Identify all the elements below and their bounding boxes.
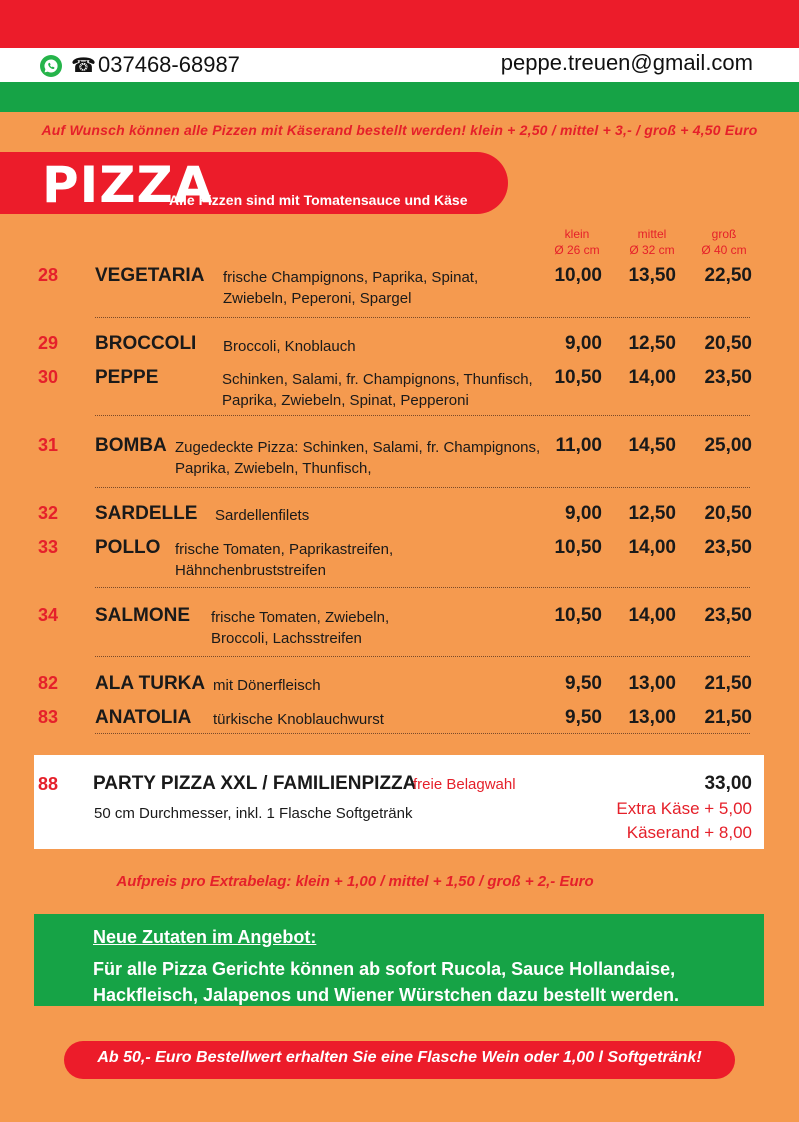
- whatsapp-icon: [40, 55, 62, 77]
- row-separator: [95, 317, 750, 318]
- header-red-band: [0, 0, 799, 48]
- size-diameter: Ø 26 cm: [554, 243, 600, 257]
- price-large: 23,50: [704, 367, 752, 388]
- item-name: SALMONE: [95, 605, 190, 626]
- price-medium: 12,50: [628, 333, 676, 354]
- price-large: 21,50: [704, 707, 752, 728]
- party-note: freie Belagwahl: [413, 776, 516, 793]
- header-green-band: [0, 82, 799, 112]
- party-price: 33,00: [704, 773, 752, 794]
- party-cheese-crust: Käserand + 8,00: [626, 823, 752, 842]
- size-diameter: Ø 40 cm: [701, 243, 747, 257]
- item-name: ALA TURKA: [95, 673, 206, 694]
- row-separator: [95, 733, 750, 734]
- item-description: frische Tomaten, Paprikastreifen, Hähnchenbruststreifen: [175, 541, 394, 579]
- price-large: 21,50: [704, 673, 752, 694]
- item-name: PEPPE: [95, 367, 159, 388]
- row-separator: [95, 656, 750, 657]
- item-description: Broccoli, Knoblauch: [223, 338, 356, 355]
- party-name: PARTY PIZZA XXL / FAMILIENPIZZA: [93, 773, 417, 794]
- item-description: Zugedeckte Pizza: Schinken, Salami, fr. Champignons, Paprika, Zwiebeln, Thunfisch,: [175, 439, 541, 477]
- section-subtitle: Alle Pizzen sind mit Tomatensauce und Käse: [169, 192, 468, 208]
- party-number: 88: [38, 774, 59, 794]
- item-description: mit Dönerfleisch: [213, 677, 321, 694]
- price-medium: 14,00: [628, 537, 676, 558]
- size-name: groß: [711, 227, 737, 241]
- row-separator: [95, 415, 750, 416]
- price-large: 22,50: [704, 265, 752, 286]
- item-description: türkische Knoblauchwurst: [213, 711, 384, 728]
- price-medium: 14,00: [628, 367, 676, 388]
- item-number: 82: [38, 673, 59, 693]
- price-small: 10,50: [554, 537, 602, 558]
- price-large: 20,50: [704, 503, 752, 524]
- item-number: 83: [38, 707, 59, 727]
- price-small: 10,50: [554, 605, 602, 626]
- size-name: mittel: [637, 227, 667, 241]
- price-small: 9,50: [565, 673, 602, 694]
- price-small: 9,00: [565, 333, 602, 354]
- price-medium: 14,00: [628, 605, 676, 626]
- price-small: 9,50: [565, 707, 602, 728]
- size-header-medium: [612, 226, 692, 258]
- party-extra-cheese: Extra Käse + 5,00: [616, 799, 752, 818]
- row-separator: [95, 487, 750, 488]
- extra-topping-notice: Aufpreis pro Extrabelag: klein + 1,00 / mittel + 1,50 / groß + 2,- Euro: [116, 873, 594, 890]
- item-number: 28: [38, 265, 59, 285]
- price-small: 9,00: [565, 503, 602, 524]
- telephone-icon: ☎: [71, 53, 96, 77]
- price-small: 10,00: [554, 265, 602, 286]
- size-header-small: [537, 226, 617, 258]
- email-address[interactable]: peppe.treuen@gmail.com: [500, 50, 753, 75]
- row-separator: [95, 587, 750, 588]
- party-description: 50 cm Durchmesser, inkl. 1 Flasche Softgetränk: [94, 805, 413, 822]
- item-number: 30: [38, 367, 59, 387]
- size-header-large: [684, 226, 764, 258]
- item-name: BOMBA: [95, 435, 167, 456]
- size-diameter: Ø 32 cm: [629, 243, 675, 257]
- item-number: 33: [38, 537, 59, 557]
- cheese-crust-notice: Auf Wunsch können alle Pizzen mit Käserand bestellt werden! klein + 2,50 / mittel + 3,- / groß + 4,50 Euro: [41, 122, 758, 138]
- item-name: VEGETARIA: [95, 265, 205, 286]
- price-medium: 13,00: [628, 707, 676, 728]
- price-large: 20,50: [704, 333, 752, 354]
- item-description: frische Champignons, Paprika, Spinat, Zwiebeln, Peperoni, Spargel: [223, 269, 479, 307]
- item-number: 34: [38, 605, 59, 625]
- new-ingredients-text: Für alle Pizza Gerichte können ab sofort Rucola, Sauce Hollandaise, Hackfleisch, Jalapenos und Wiener Würstchen dazu bestellt werden.: [93, 959, 679, 1005]
- size-name: klein: [564, 227, 590, 241]
- item-name: SARDELLE: [95, 503, 198, 524]
- item-name: BROCCOLI: [95, 333, 197, 354]
- item-number: 29: [38, 333, 59, 353]
- price-medium: 14,50: [628, 435, 676, 456]
- price-medium: 13,50: [628, 265, 676, 286]
- item-description: Schinken, Salami, fr. Champignons, Thunfisch, Paprika, Zwiebeln, Spinat, Pepperoni: [222, 371, 533, 409]
- price-large: 25,00: [704, 435, 752, 456]
- item-description: frische Tomaten, Zwiebeln, Broccoli, Lachsstreifen: [211, 609, 390, 647]
- item-number: 32: [38, 503, 59, 523]
- price-medium: 12,50: [628, 503, 676, 524]
- price-small: 10,50: [554, 367, 602, 388]
- section-title: PIZZA: [42, 156, 214, 214]
- price-large: 23,50: [704, 605, 752, 626]
- item-description: Sardellenfilets: [215, 507, 310, 524]
- promo-text: Ab 50,- Euro Bestellwert erhalten Sie eine Flasche Wein oder 1,00 l Softgetränk!: [97, 1049, 702, 1066]
- item-number: 31: [38, 435, 59, 455]
- price-medium: 13,00: [628, 673, 676, 694]
- new-ingredients-title: Neue Zutaten im Angebot:: [93, 927, 317, 947]
- price-small: 11,00: [555, 435, 602, 456]
- item-name: ANATOLIA: [95, 707, 192, 728]
- price-large: 23,50: [704, 537, 752, 558]
- phone-number[interactable]: 037468-68987: [98, 52, 240, 77]
- item-name: POLLO: [95, 537, 161, 558]
